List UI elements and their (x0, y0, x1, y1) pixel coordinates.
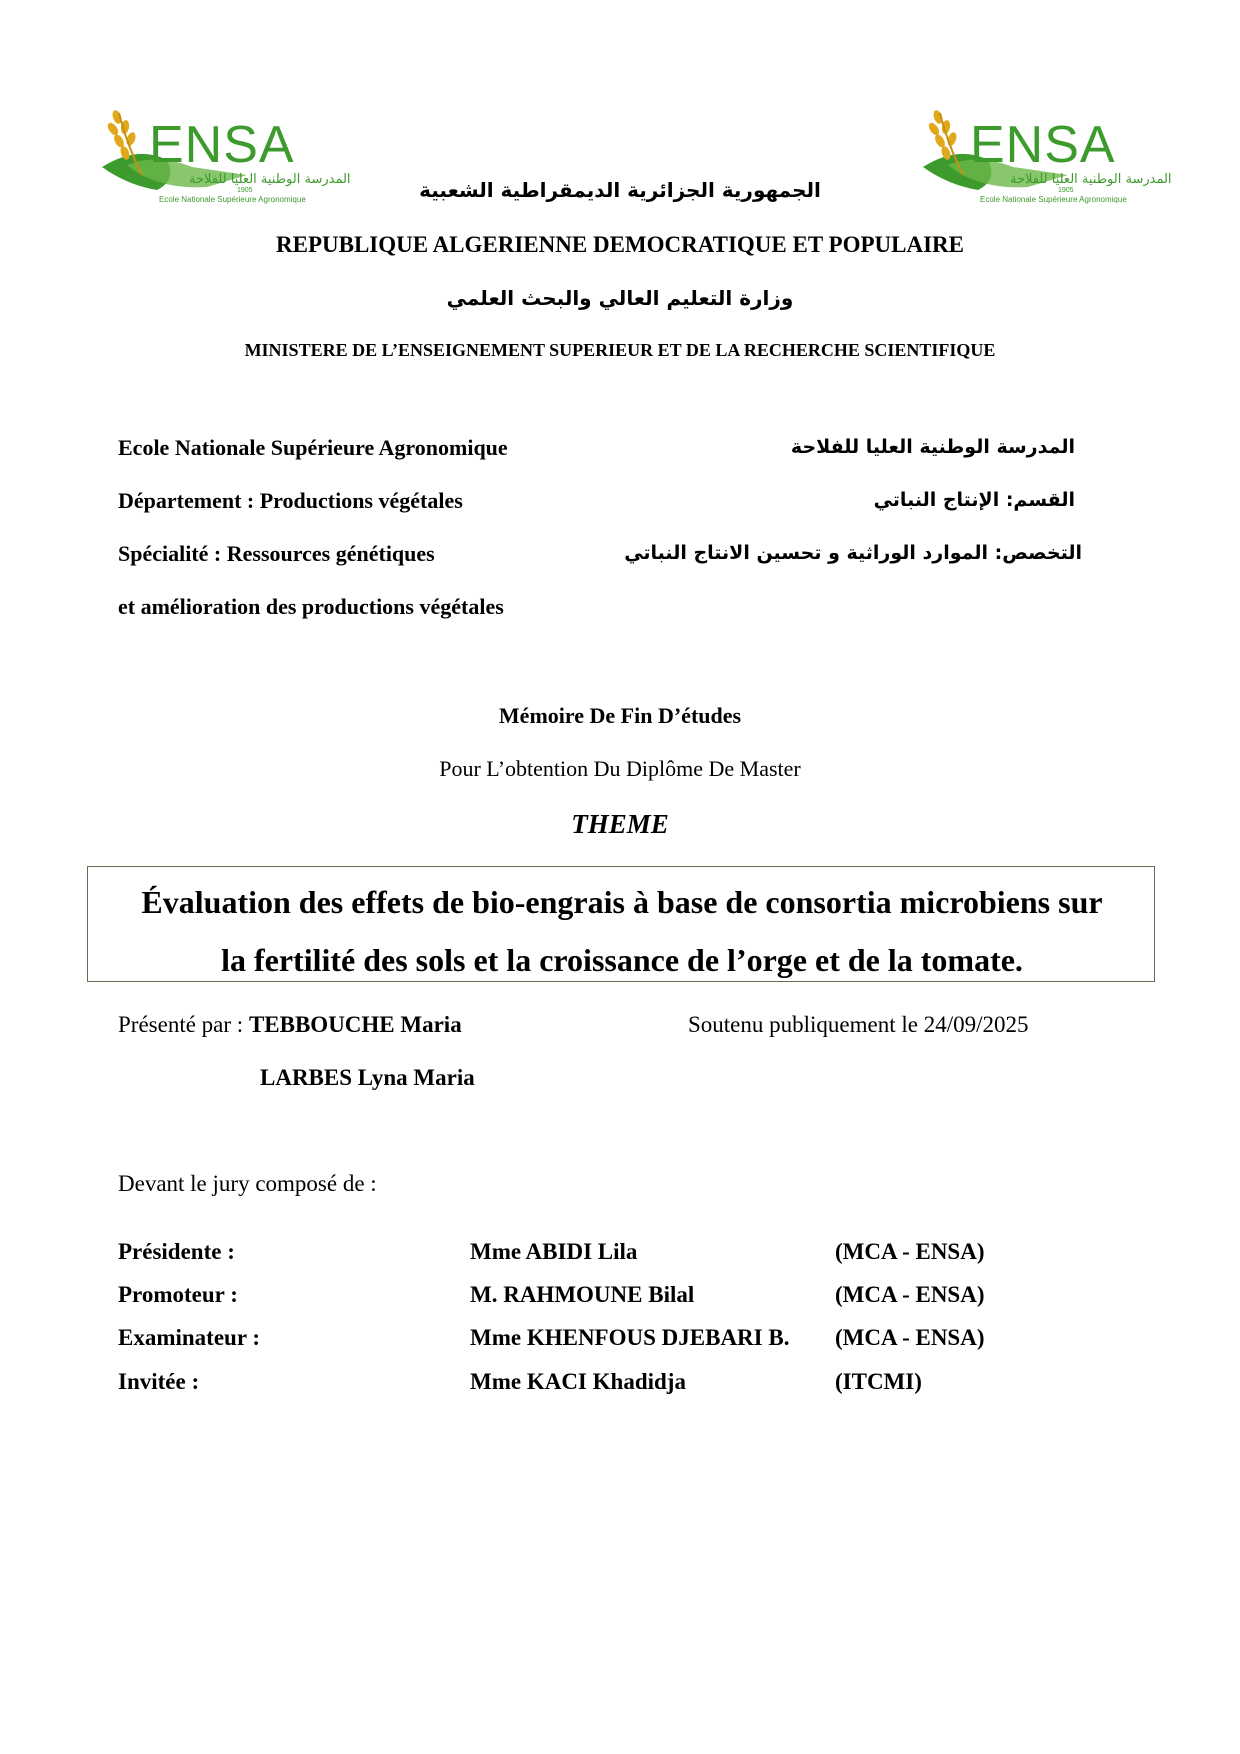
jury-name: Mme KACI Khadidja (470, 1369, 686, 1394)
theme-box (87, 866, 1155, 982)
jury-row (118, 1323, 1118, 1353)
school-name-ar: المدرسة الوطنية العليا للفلاحة (790, 436, 1075, 458)
specialty-ar: التخصص: الموارد الوراثية و تحسين الانتاج النباتي (624, 542, 1082, 564)
logo-subtitle-ar: المدرسة الوطنية العليا للفلاحة (189, 172, 351, 187)
jury-role: Invitée : (118, 1369, 200, 1394)
theme-title-line2: la fertilité des sols et la croissance de l’orge et de la tomate. (221, 942, 1023, 978)
jury-role: Présidente : (118, 1239, 235, 1264)
logo-year: 1905 (1058, 187, 1074, 194)
memoire-title: Mémoire De Fin D’études (498, 703, 742, 728)
jury-role: Promoteur : (118, 1282, 238, 1307)
defense-date: Soutenu publiquement le 24/09/2025 (688, 1012, 1029, 1037)
author-1: TEBBOUCHE Maria (248, 1012, 462, 1037)
jury-role: Examinateur : (118, 1325, 261, 1350)
department-ar: القسم: الإنتاج النباتي (873, 489, 1075, 511)
logo-year: 1905 (237, 187, 253, 194)
logo-wordmark: ENSA (970, 116, 1116, 174)
jury-row (118, 1237, 1118, 1267)
jury-name: Mme ABIDI Lila (470, 1239, 638, 1264)
specialty-fr-line1: Spécialité : Ressources génétiques (118, 541, 435, 566)
theme-label: THEME (571, 809, 669, 839)
theme-title-line1: Évaluation des effets de bio-engrais à base de consortia microbiens sur (141, 884, 1103, 920)
author-2: LARBES Lyna Maria (260, 1065, 475, 1090)
jury-affiliation: (ITCMI) (835, 1369, 922, 1394)
logo-subtitle-fr: Ecole Nationale Supérieure Agronomique (980, 195, 1127, 204)
theme-title (88, 873, 1156, 989)
specialty-fr-line2: et amélioration des productions végétales (118, 594, 504, 619)
logo-subtitle-fr: Ecole Nationale Supérieure Agronomique (159, 195, 306, 204)
jury-row (118, 1280, 1118, 1310)
presented-by (118, 1011, 462, 1039)
ministry-title-fr: MINISTERE DE L’ENSEIGNEMENT SUPERIEUR ET DE LA RECHERCHE SCIENTIFIQUE (244, 340, 996, 360)
jury-affiliation: (MCA - ENSA) (835, 1325, 985, 1350)
jury-affiliation: (MCA - ENSA) (835, 1282, 985, 1307)
logo-subtitle-ar: المدرسة الوطنية العليا للفلاحة (1010, 172, 1172, 187)
school-name-fr: Ecole Nationale Supérieure Agronomique (118, 435, 508, 460)
jury-name: Mme KHENFOUS DJEBARI B. (470, 1325, 790, 1350)
memoire-subtitle: Pour L’obtention Du Diplôme De Master (439, 756, 801, 781)
department-fr: Département : Productions végétales (118, 488, 463, 513)
republic-title-fr: REPUBLIQUE ALGERIENNE DEMOCRATIQUE ET POPULAIRE (276, 232, 964, 257)
republic-title-ar: الجمهورية الجزائرية الديمقراطية الشعبية (419, 178, 821, 202)
jury-row (118, 1367, 1118, 1397)
logo-wordmark: ENSA (149, 116, 295, 174)
jury-affiliation: (MCA - ENSA) (835, 1239, 985, 1264)
ministry-title-ar: وزارة التعليم العالي والبحث العلمي (446, 286, 794, 310)
jury-intro: Devant le jury composé de : (118, 1171, 377, 1196)
jury-name: M. RAHMOUNE Bilal (470, 1282, 695, 1307)
presented-by-label: Présenté par : (118, 1012, 249, 1037)
